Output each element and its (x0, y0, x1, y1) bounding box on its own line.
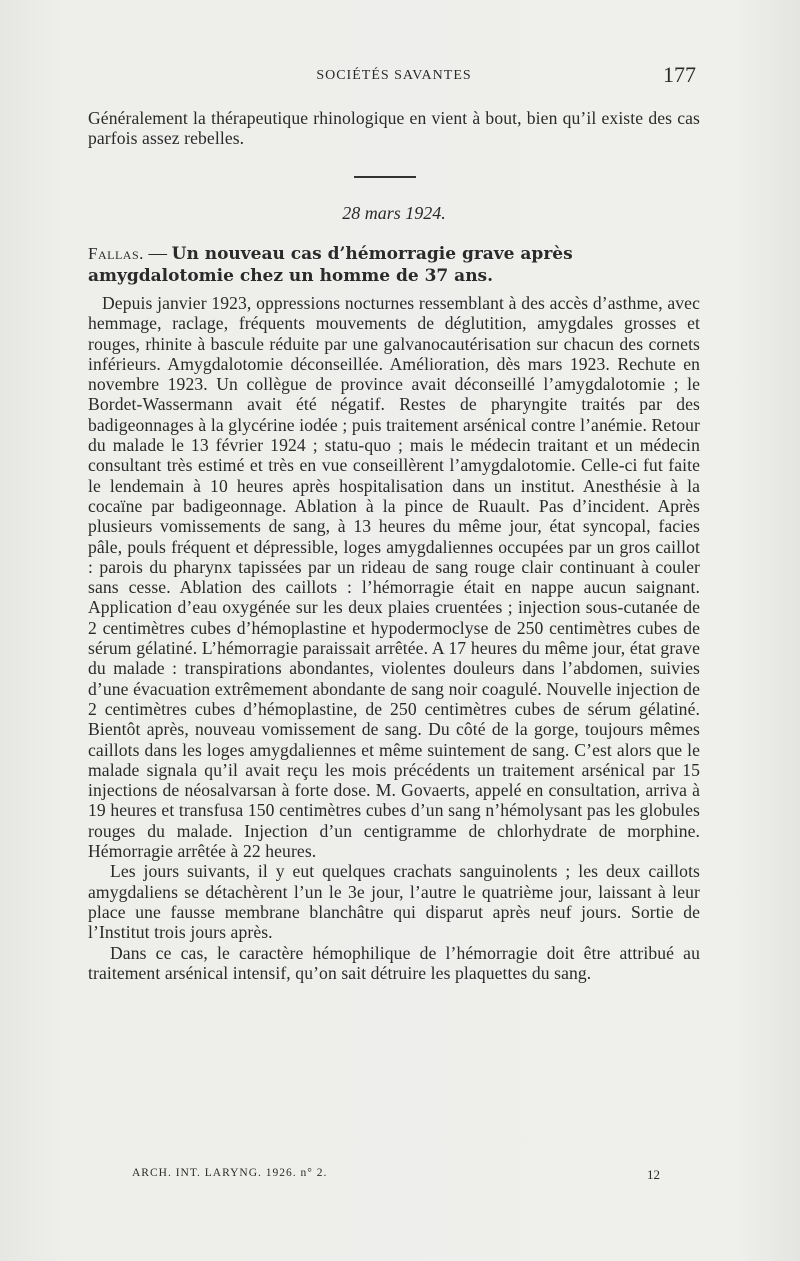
communication-title: Un nouveau cas d’hémorragie grave après amygdalotomie chez un homme de 37 ans. (88, 244, 573, 286)
communication-heading (88, 243, 700, 287)
page-number: 177 (663, 62, 696, 87)
article-body (88, 293, 700, 983)
running-title: SOCIÉTÉS SAVANTES (316, 68, 472, 83)
body-paragraph-2: Les jours suivants, il y eut quelques crachats sanguinolents ; les deux caillots amygdaliens se détachèrent l’un le 3e jour, l’autre le quatrième jour, laissant à leur place une fausse membrane blanchâtre qui disparut après neuf jours. Sortie de l’Institut trois jours après. (88, 861, 700, 943)
signature-mark: 12 (647, 1167, 660, 1182)
body-paragraph-3: Dans ce cas, le caractère hémophilique de l’hémorragie doit être attribué au traitement arsénical intensif, qu’on sait détruire les plaquettes du sang. (88, 942, 700, 983)
intro-paragraph: Généralement la thérapeutique rhinologique en vient à bout, bien qu’il existe des cas parfois assez rebelles. (88, 108, 700, 149)
body-paragraph-1: Depuis janvier 1923, oppressions nocturnes ressemblant à des accès d’asthme, avec hemmage, raclage, fréquents mouvements de déglutition, amygdales grosses et rouges, rhinite à bascule réduite par une galvanocautérisation sur chacun des cornets inférieurs. Amygdalotomie déconseillée. Amélioration, dès mars 1923. Rechute en novembre 1923. Un collègue de province avait déconseillé l’amygdalotomie ; le Bordet-Wassermann avait été négatif. Restes de pharyngite traités par des badigeonnages à la glycérine iodée ; puis traitement arsénical contre l’anémie. Retour du malade le 13 février 1924 ; statu-quo ; mais le médecin traitant et un médecin consultant très estimé et très en vue conseillèrent l’amygdalotomie. Celle-ci fut faite le lendemain à 10 heures après hospitalisation dans un institut. Anesthésie à la cocaïne par badigeonnage. Ablation à la pince de Ruault. Pas d’incident. Après plusieurs vomissements de sang, à 13 heures du même jour, état syncopal, facies pâle, pouls fréquent et dépressible, loges amygdaliennes occupées par un gros caillot : parois du pharynx tapissées par un rideau de sang rouge clair continuant à couler sans cesse. Ablation des caillots : l’hémorragie était en nappe aucun saignant. Application d’eau oxygénée sur les deux plaies cruentées ; injection sous-cutanée de 2 centimètres cubes d’hémoplastine et hypodermoclyse de 250 centimètres cubes de sérum gélatiné. L’hémorragie paraissait arrêtée. A 17 heures du même jour, état grave du malade : transpirations abondantes, violentes douleurs dans l’abdomen, suivies d’une évacuation extrêmement abondante de sang noir coagulé. Nouvelle injection de 2 centimètres cubes d’hémoplastine, de 250 centimètres cubes de sérum gélatiné. Bientôt après, nouveau vomissement de sang. Du côté de la gorge, toujours mêmes caillots dans les loges amygdaliennes et même suintement de sang. C’est alors que le malade signala qu’il avait reçu les mois précédents un traitement arsénical par 15 injections de néosalvarsan à forte dose. M. Govaerts, appelé en consultation, arriva à 19 heures et transfusa 150 centimètres cubes d’un sang n’hémolysant pas les globules rouges du malade. Injection d’un centigramme de chlorhydrate de morphine. Hémorragie arrêtée à 22 heures. (88, 293, 700, 862)
heading-dash: — (143, 244, 172, 264)
journal-reference: ARCH. INT. LARYNG. 1926. n° 2. (132, 1167, 328, 1179)
running-head (88, 64, 700, 88)
session-date: 28 mars 1924. (342, 203, 446, 223)
author-name: Fallas. (88, 244, 144, 263)
section-divider (354, 176, 416, 178)
page-footer (132, 1167, 660, 1183)
